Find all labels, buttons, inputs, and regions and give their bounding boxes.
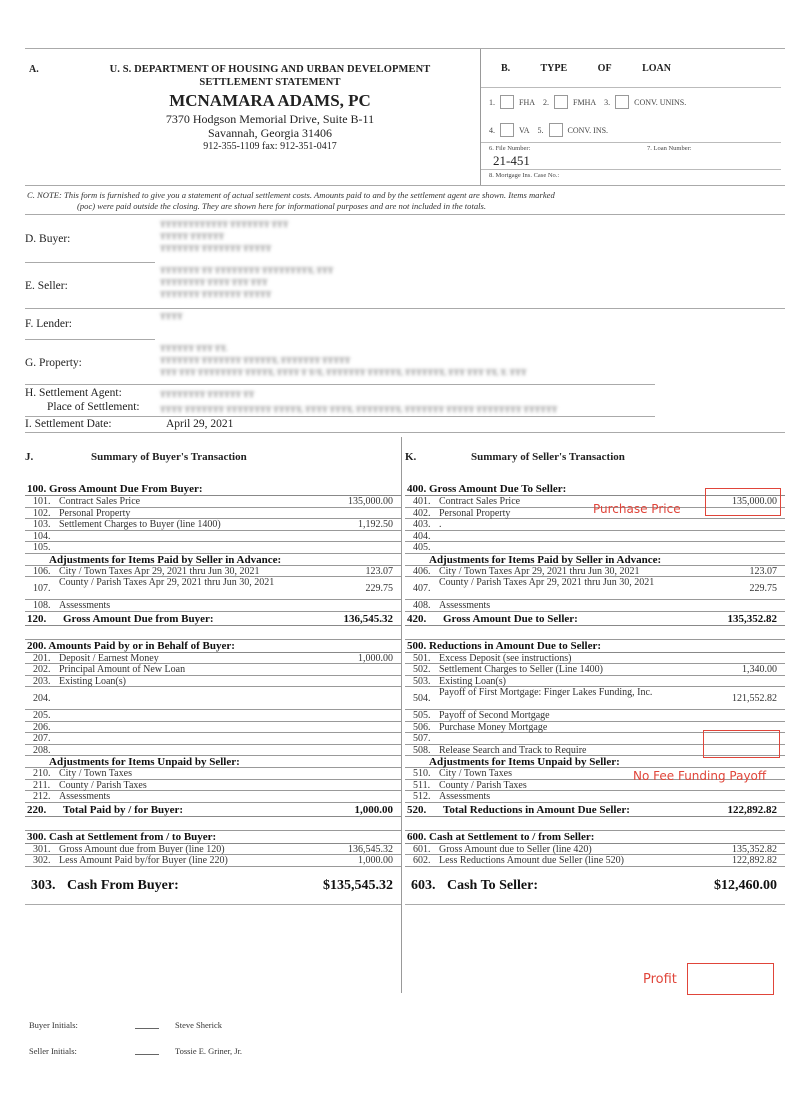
loan-option-conv-ins[interactable]: 5. CONV. INS. — [538, 123, 609, 137]
line-number: 504. — [413, 692, 431, 704]
line-number: 104. — [33, 530, 51, 542]
table-row — [25, 496, 401, 508]
line-amount — [311, 542, 401, 553]
title-word: OF — [597, 63, 612, 74]
line-amount: 123.07 — [749, 565, 777, 577]
line-amount — [311, 508, 401, 519]
loan-option-fmha[interactable]: 2. FMHA — [543, 95, 596, 109]
line-description — [59, 542, 311, 553]
checkbox[interactable] — [500, 123, 514, 137]
table-row — [405, 791, 785, 803]
table-row — [25, 566, 401, 578]
line-description: Gross Amount Due from Buyer: — [63, 612, 214, 625]
line-description — [59, 745, 311, 756]
line-amount — [311, 831, 401, 843]
firm-address-line2: Savannah, Georgia 31406 — [207, 126, 333, 140]
line-description: Total Paid by / for Buyer: — [63, 803, 184, 816]
line-description: Less Amount Paid by/for Buyer (line 220) — [59, 855, 228, 866]
line-number: 508. — [413, 744, 431, 756]
form-title: SETTLEMENT STATEMENT — [199, 77, 341, 88]
line-number: 220. — [27, 803, 47, 816]
line-description: Assessments — [439, 600, 491, 611]
line-number: 206. — [33, 721, 51, 733]
line-amount — [695, 791, 785, 802]
line-amount — [311, 733, 401, 744]
line-number: 403. — [413, 519, 431, 530]
spacer-row — [25, 626, 401, 640]
seller-label: E. Seller: — [25, 280, 68, 292]
table-row — [25, 676, 401, 688]
line-amount: $135,545.32 — [323, 877, 393, 893]
line-number: 507. — [413, 733, 431, 744]
line-description: Deposit / Earnest Money — [59, 652, 159, 664]
section-k-label: K. — [405, 451, 417, 463]
line-description: Personal Property — [439, 507, 511, 519]
table-row — [25, 508, 401, 520]
line-description — [25, 817, 311, 830]
table-row — [25, 600, 401, 612]
line-number: 404. — [413, 530, 431, 542]
place-of-settlement-label: Place of Settlement: — [47, 401, 140, 413]
table-row — [405, 600, 785, 612]
section-a-label: A. — [29, 64, 39, 75]
line-number: 303. — [31, 877, 56, 893]
line-amount: $12,460.00 — [714, 877, 777, 893]
table-row — [25, 722, 401, 734]
line-number: 203. — [33, 675, 51, 687]
line-amount: 1,192.50 — [358, 519, 393, 530]
total-row — [25, 612, 401, 626]
line-description: Adjustments for Items Paid by Seller in Advance: — [429, 553, 662, 566]
line-number: 212. — [33, 791, 51, 802]
line-number: 211. — [33, 779, 51, 791]
file-number-value: 21-451 — [493, 153, 530, 168]
line-description — [59, 722, 311, 733]
line-number: 107. — [33, 582, 51, 594]
line-description — [439, 542, 695, 553]
line-amount — [695, 531, 785, 542]
line-description: Assessments — [439, 791, 491, 802]
line-description: City / Town Taxes Apr 29, 2021 thru Jun 30, 2021 — [439, 565, 640, 577]
line-description: 100. Gross Amount Due From Buyer: — [27, 483, 203, 495]
line-amount — [695, 710, 785, 721]
line-number: 506. — [413, 721, 431, 733]
line-number: 402. — [413, 507, 431, 519]
settlement-date-value: April 29, 2021 — [166, 418, 234, 430]
line-description — [59, 687, 311, 709]
checkbox[interactable] — [549, 123, 563, 137]
line-description: Payoff of Second Mortgage — [439, 710, 550, 721]
line-amount: 136,545.32 — [348, 843, 393, 855]
table-row — [25, 745, 401, 757]
table-row — [25, 542, 401, 554]
line-number: 510. — [413, 768, 431, 779]
note-line: (poc) were paid outside the closing. They are shown here for informational purposes and are not included in the totals. — [77, 201, 487, 211]
line-number: 401. — [413, 496, 431, 507]
lender-label: F. Lender: — [25, 318, 72, 330]
line-description: Assessments — [59, 791, 111, 802]
line-description: City / Town Taxes — [59, 768, 132, 779]
line-number: 103. — [33, 519, 51, 530]
line-amount — [311, 640, 401, 652]
checkbox[interactable] — [554, 95, 568, 109]
section-header-row — [25, 483, 401, 496]
line-description — [59, 531, 311, 542]
header-block — [25, 48, 785, 186]
line-number: 420. — [407, 612, 427, 625]
line-description: Gross Amount due to Seller (line 420) — [439, 843, 592, 855]
line-amount — [311, 745, 401, 756]
line-description — [405, 626, 695, 639]
line-number: 502. — [413, 664, 431, 675]
section-header-row — [25, 831, 401, 844]
place-of-settlement-redacted: TTTT TTTTTTT TTTTTTTT TTTTT, TTTT TTTT, TTTTTTTT, TTTTTTT TTTTT TTTTTTTT TTTTTT — [160, 404, 558, 414]
line-description: 500. Reductions in Amount Due to Seller: — [407, 639, 602, 652]
subsection-header-row — [405, 554, 785, 566]
line-description: . — [439, 519, 442, 530]
line-description: Adjustments for Items Paid by Seller in Advance: — [49, 553, 282, 566]
line-amount: 122,892.82 — [732, 855, 777, 866]
line-description: Adjustments for Items Unpaid by Seller: — [429, 756, 620, 768]
line-amount — [311, 817, 401, 830]
section-header-row — [25, 640, 401, 653]
table-row — [25, 791, 401, 803]
line-number: 210. — [33, 768, 51, 779]
line-number: 102. — [33, 507, 51, 519]
buyer-info-redacted: TTTTTTTTTTTT TTTTTTT TTT TTTTT TTTTTT TTTTTTT TTTTTTT TTTTT — [160, 219, 289, 253]
title-word: LOAN — [642, 63, 671, 74]
line-description: 300. Cash at Settlement from / to Buyer: — [27, 830, 217, 843]
loan-option-conv-unins[interactable]: 3. CONV. UNINS. — [604, 95, 686, 109]
line-amount: 1,000.00 — [358, 652, 393, 664]
lender-info-redacted: TTTT — [160, 311, 183, 321]
highlight-box-payoff — [703, 730, 780, 758]
line-description: Settlement Charges to Seller (Line 1400) — [439, 664, 603, 675]
checkbox[interactable] — [500, 95, 514, 109]
line-number: 407. — [413, 582, 431, 594]
line-number: 101. — [33, 496, 51, 507]
line-amount: 123.07 — [365, 565, 393, 577]
line-amount: 229.75 — [749, 582, 777, 594]
cash-total-row — [405, 867, 785, 905]
line-description: County / Parish Taxes Apr 29, 2021 thru Jun 30, 2021 — [59, 577, 275, 588]
line-description: Total Reductions in Amount Due Seller: — [443, 803, 630, 816]
line-description: Settlement Charges to Buyer (line 1400) — [59, 519, 221, 530]
line-amount: 135,352.82 — [727, 612, 777, 625]
seller-summary-title: Summary of Seller's Transaction — [471, 451, 625, 463]
line-description — [439, 531, 695, 542]
line-description: Payoff of First Mortgage: Finger Lakes Funding, Inc. — [439, 687, 653, 698]
line-amount — [695, 640, 785, 652]
table-row — [25, 844, 401, 856]
buyer-initials — [29, 1020, 222, 1030]
table-row — [405, 577, 785, 600]
total-row — [405, 803, 785, 817]
line-amount: 1,000.00 — [358, 855, 393, 866]
loan-type-block — [481, 49, 785, 185]
line-amount — [695, 817, 785, 830]
loan-number-label: 7. Loan Number: — [647, 145, 692, 152]
loan-option-fha[interactable]: 1. FHA — [489, 95, 535, 109]
line-description: Adjustments for Items Unpaid by Seller: — [49, 756, 240, 768]
line-number: 503. — [413, 675, 431, 687]
buyer-name: Steve Sherick — [175, 1020, 222, 1030]
line-description: Excess Deposit (see instructions) — [439, 652, 572, 664]
table-row — [405, 676, 785, 688]
table-row — [25, 519, 401, 531]
highlight-box-purchase-price — [705, 488, 781, 516]
seller-info-redacted: TTTTTTT TT TTTTTTTT TTTTTTTTT, TTT TTTTTTTT TTTT TTT TTT TTTTTTT TTTTTTT TTTTT — [160, 265, 334, 299]
line-number: 108. — [33, 600, 51, 611]
line-number: 120. — [27, 612, 47, 625]
line-description: City / Town Taxes Apr 29, 2021 thru Jun 30, 2021 — [59, 565, 260, 577]
line-description: County / Parish Taxes — [59, 779, 147, 791]
table-row — [25, 664, 401, 676]
line-amount: 229.75 — [365, 582, 393, 594]
seller-name: Tossie E. Griner, Jr. — [175, 1046, 243, 1056]
line-description — [25, 626, 311, 639]
table-row — [405, 855, 785, 867]
annotation-payoff: No Fee Funding Payoff — [633, 769, 767, 783]
table-row — [25, 710, 401, 722]
line-amount — [311, 780, 401, 791]
spacer-row — [25, 817, 401, 831]
settlement-date-label: I. Settlement Date: — [25, 418, 112, 430]
subsection-header-row — [25, 554, 401, 566]
seller-summary-rows — [405, 483, 785, 905]
line-description: Gross Amount due from Buyer (line 120) — [59, 843, 225, 855]
table-row — [25, 768, 401, 780]
line-description: 200. Amounts Paid by or in Behalf of Buyer: — [27, 639, 235, 652]
table-row — [405, 531, 785, 543]
line-description: Gross Amount Due to Seller: — [443, 612, 578, 625]
line-amount — [311, 483, 401, 495]
line-number: 501. — [413, 652, 431, 664]
line-description: Less Reductions Amount due Seller (line 520) — [439, 855, 624, 866]
line-amount: 1,000.00 — [354, 803, 393, 816]
buyer-initials-blank[interactable] — [135, 1020, 159, 1029]
line-number: 301. — [33, 843, 51, 855]
line-number: 205. — [33, 710, 51, 721]
line-amount — [695, 600, 785, 611]
line-description — [59, 710, 311, 721]
line-amount — [695, 542, 785, 553]
line-description: Principal Amount of New Loan — [59, 664, 186, 675]
buyer-initials-label: Buyer Initials: — [29, 1020, 78, 1030]
section-b-label: B. — [501, 63, 511, 74]
line-description — [405, 817, 695, 830]
section-j-label: J. — [25, 451, 34, 463]
line-number: 520. — [407, 803, 427, 816]
line-description: Existing Loan(s) — [59, 675, 126, 687]
line-description — [59, 733, 311, 744]
line-description: Existing Loan(s) — [439, 675, 506, 687]
line-amount — [311, 722, 401, 733]
firm-phone: 912-355-1109 fax: 912-351-0417 — [203, 141, 337, 152]
annotation-profit: Profit — [643, 972, 677, 987]
table-row — [25, 653, 401, 665]
line-amount — [311, 768, 401, 779]
table-row — [25, 687, 401, 710]
line-number: 202. — [33, 664, 51, 675]
line-description: Contract Sales Price — [439, 496, 521, 507]
table-row — [405, 566, 785, 578]
section-header-row — [405, 831, 785, 844]
line-number: 511. — [413, 779, 431, 791]
line-amount: 135,000.00 — [732, 496, 777, 507]
table-row — [405, 844, 785, 856]
line-number: 406. — [413, 565, 431, 577]
note-line: C. NOTE: This form is furnished to give you a statement of actual settlement costs. Amounts paid to and by the settlement agent are shown. Items marked — [27, 190, 555, 200]
line-number: 512. — [413, 791, 431, 802]
buyer-label: D. Buyer: — [25, 233, 71, 245]
table-row — [25, 733, 401, 745]
line-number: 603. — [411, 877, 436, 893]
table-row — [25, 855, 401, 867]
table-row — [405, 542, 785, 554]
line-amount: 1,340.00 — [742, 664, 777, 675]
annotation-purchase-price: Purchase Price — [593, 502, 681, 516]
line-description: County / Parish Taxes Apr 29, 2021 thru Jun 30, 2021 — [439, 577, 655, 588]
table-row — [405, 653, 785, 665]
line-description: Cash To Seller: — [447, 877, 539, 893]
line-amount: 136,545.32 — [343, 612, 393, 625]
property-info-redacted: TTTTTT TTT TT. TTTTTTT TTTTTTT TTTTTT, TTTTTTT TTTTT TTT TTT TTTTTTTT TTTTT, TTTT T T/T, TTTTTTT TTTTTT, TTTTTTT, TTT TTT TT, T. TTT — [160, 343, 527, 377]
line-amount — [311, 791, 401, 802]
line-amount — [311, 710, 401, 721]
line-description — [439, 733, 695, 744]
cash-total-row — [25, 867, 401, 905]
spacer-row — [405, 626, 785, 640]
firm-address-line1: 7370 Hodgson Memorial Drive, Suite B-11 — [165, 112, 375, 126]
agency-name: U. S. DEPARTMENT OF HOUSING AND URBAN DEVELOPMENT — [109, 64, 431, 75]
line-amount — [311, 756, 401, 767]
line-amount — [311, 531, 401, 542]
section-header-row — [405, 640, 785, 653]
agency-block — [25, 49, 481, 185]
mortgage-case-label: 8. Mortgage Ins. Case No.: — [489, 172, 560, 179]
table-row — [25, 531, 401, 543]
line-number: 601. — [413, 843, 431, 855]
line-amount — [311, 676, 401, 687]
line-amount: 135,352.82 — [732, 843, 777, 855]
line-number: 208. — [33, 744, 51, 756]
line-amount — [311, 664, 401, 675]
line-number: 201. — [33, 652, 51, 664]
line-amount — [695, 626, 785, 639]
line-description: County / Parish Taxes — [439, 779, 527, 791]
table-row — [405, 687, 785, 710]
line-amount: 122,892.82 — [727, 803, 777, 816]
line-amount — [311, 554, 401, 565]
line-amount — [311, 600, 401, 611]
line-number: 408. — [413, 600, 431, 611]
line-number: 302. — [33, 855, 51, 866]
table-row — [405, 664, 785, 676]
line-amount: 135,000.00 — [348, 496, 393, 507]
seller-initials-label: Seller Initials: — [29, 1046, 77, 1056]
line-number: 105. — [33, 542, 51, 553]
line-number: 602. — [413, 855, 431, 866]
file-number-label: 6. File Number: — [489, 145, 531, 152]
note-section — [27, 190, 777, 212]
line-description: 600. Cash at Settlement to / from Seller: — [407, 830, 595, 843]
line-number: 106. — [33, 565, 51, 577]
highlight-box-profit — [687, 963, 774, 995]
line-amount — [695, 831, 785, 843]
line-description: Contract Sales Price — [59, 496, 141, 507]
line-description: 400. Gross Amount Due To Seller: — [407, 483, 567, 495]
property-label: G. Property: — [25, 357, 82, 369]
line-description: Release Search and Track to Require — [439, 744, 587, 756]
line-amount — [695, 653, 785, 664]
table-row — [25, 780, 401, 792]
loan-options-row-1 — [489, 95, 694, 109]
line-number: 204. — [33, 692, 51, 704]
total-row — [25, 803, 401, 817]
table-row — [405, 710, 785, 722]
line-amount — [695, 676, 785, 687]
settlement-agent-label: H. Settlement Agent: — [25, 387, 122, 399]
loan-options-row-2 — [489, 123, 616, 137]
line-amount — [695, 554, 785, 565]
line-description: Purchase Money Mortgage — [439, 721, 548, 733]
line-description: Personal Property — [59, 507, 131, 519]
line-number: 207. — [33, 733, 51, 744]
buyer-summary-title: Summary of Buyer's Transaction — [91, 451, 247, 463]
buyer-summary-rows — [25, 483, 401, 905]
title-word: TYPE — [540, 63, 568, 74]
line-number: 505. — [413, 710, 431, 721]
line-amount: 121,552.82 — [732, 692, 777, 704]
line-amount — [311, 626, 401, 639]
line-description: Cash From Buyer: — [67, 877, 179, 893]
line-number: 405. — [413, 542, 431, 553]
table-row — [405, 519, 785, 531]
line-description: Assessments — [59, 600, 111, 611]
subsection-header-row — [25, 756, 401, 768]
loan-type-title — [501, 63, 691, 74]
total-row — [405, 612, 785, 626]
settlement-agent-redacted: TTTTTTTT TTTTTT TT — [160, 389, 255, 399]
line-amount — [695, 519, 785, 530]
table-row — [25, 577, 401, 600]
line-description: City / Town Taxes — [439, 768, 512, 779]
checkbox[interactable] — [615, 95, 629, 109]
spacer-row — [405, 817, 785, 831]
firm-name: MCNAMARA ADAMS, PC — [169, 91, 371, 110]
seller-initials — [29, 1046, 242, 1056]
loan-option-va[interactable]: 4. VA — [489, 123, 530, 137]
seller-initials-blank[interactable] — [135, 1046, 159, 1055]
